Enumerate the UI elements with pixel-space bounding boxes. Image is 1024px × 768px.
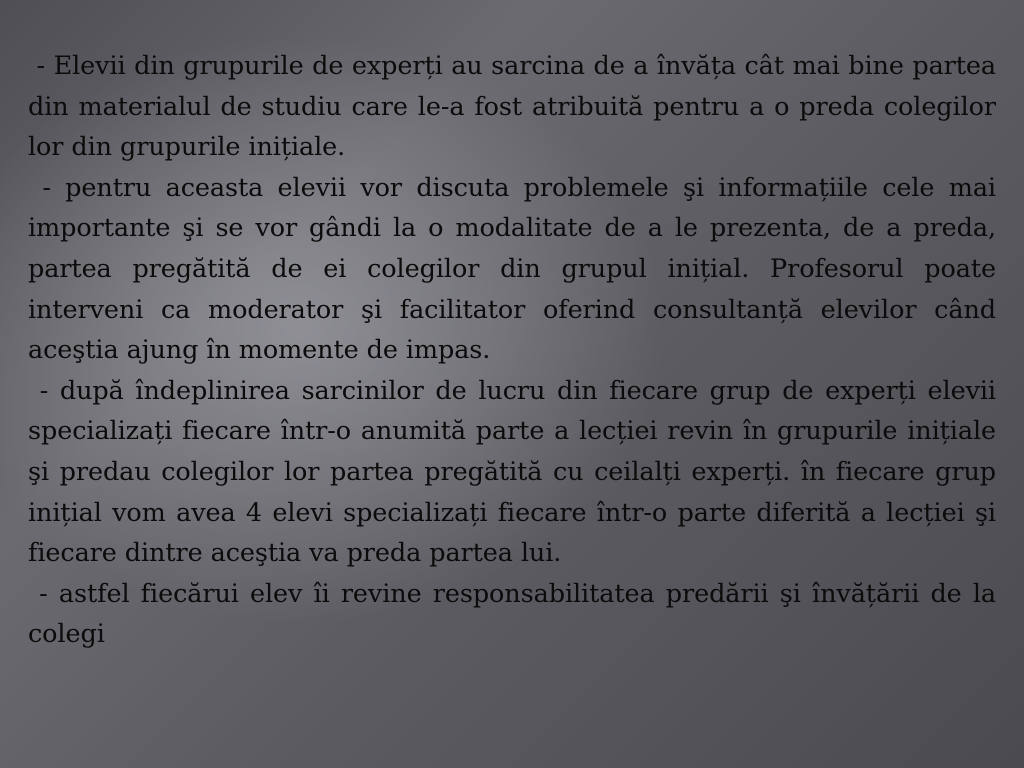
paragraph-responsibility: - astfel fiecărui elev îi revine responsabilitatea predării şi învățării de la colegi [28, 578, 996, 650]
slide-body [28, 46, 996, 746]
paragraph-discussion: - pentru aceasta elevii vor discuta problemele şi informațiile cele mai importante şi se vor gândi la o modalitate de a le prezenta, de a preda, partea pregătită de ei colegilor din grupul inițial. Profesorul poate interveni ca moderator şi facilitator oferind consultanță elevilor când aceştia ajung în momente de impas. [28, 172, 996, 366]
paragraph-return-to-groups: - după îndeplinirea sarcinilor de lucru din fiecare grup de experți elevii specializați fiecare într-o anumită parte a lecției revin în grupurile inițiale şi predau colegilor lor partea pregătită cu ceilalți experți. în fiecare grup inițial vom avea 4 elevi specializați fiecare într-o parte diferită a lecției şi fiecare dintre aceştia va preda partea lui. [28, 375, 996, 569]
paragraph-experts-task: - Elevii din grupurile de experți au sarcina de a învăța cât mai bine partea din materialul de studiu care le-a fost atribuită pentru a o preda colegilor lor din grupurile inițiale. [28, 51, 996, 163]
